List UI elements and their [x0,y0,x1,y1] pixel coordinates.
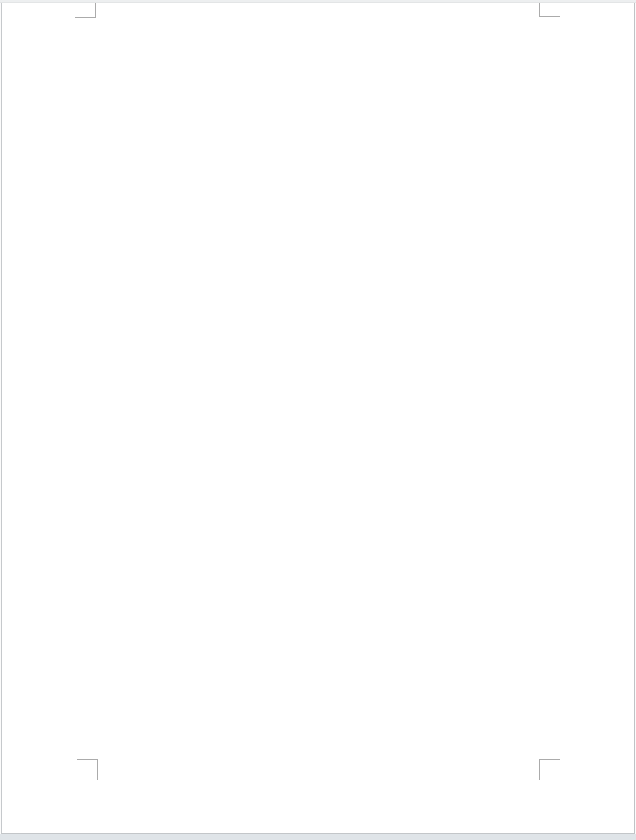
page-gap [0,0,636,3]
margin-mark-bottom-right [539,759,560,780]
document-page [1,0,635,834]
margin-mark-bottom-left [77,759,98,780]
workspace-background [0,834,636,840]
